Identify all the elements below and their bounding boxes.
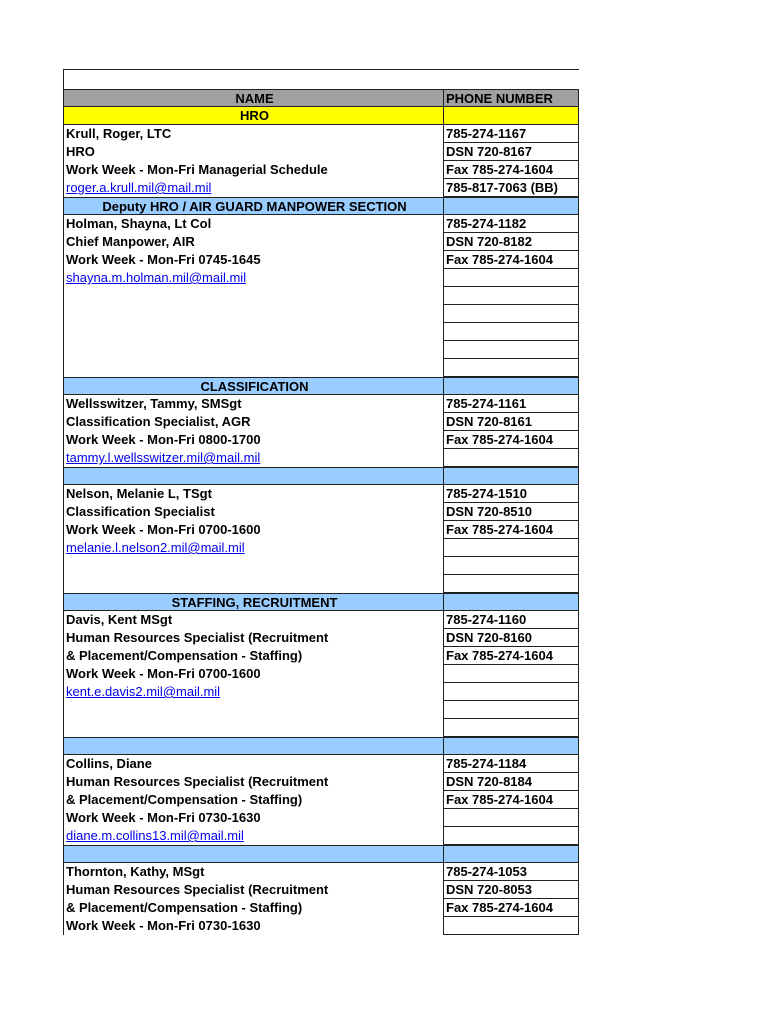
name-cell: Work Week - Mon-Fri 0730-1630 bbox=[63, 809, 444, 827]
section-header-row bbox=[63, 107, 579, 125]
contact-row bbox=[63, 899, 579, 917]
phone-cell bbox=[444, 539, 579, 557]
name-cell bbox=[63, 827, 444, 845]
phone-cell bbox=[444, 323, 579, 341]
phone-cell: Fax 785-274-1604 bbox=[444, 251, 579, 269]
name-cell bbox=[63, 359, 444, 377]
name-cell: Chief Manpower, AIR bbox=[63, 233, 444, 251]
phone-cell bbox=[444, 287, 579, 305]
section-title: Deputy HRO / AIR GUARD MANPOWER SECTION bbox=[63, 197, 444, 215]
contact-row bbox=[63, 521, 579, 539]
name-cell: Thornton, Kathy, MSgt bbox=[63, 863, 444, 881]
section-header-row bbox=[63, 845, 579, 863]
phone-cell: 785-274-1510 bbox=[444, 485, 579, 503]
name-cell bbox=[63, 449, 444, 467]
contact-sheet bbox=[63, 69, 579, 935]
name-cell bbox=[63, 701, 444, 719]
phone-cell bbox=[444, 809, 579, 827]
contact-row bbox=[63, 647, 579, 665]
phone-cell bbox=[444, 359, 579, 377]
email-link[interactable]: shayna.m.holman.mil@mail.mil bbox=[66, 270, 247, 285]
section-header-row bbox=[63, 737, 579, 755]
name-cell bbox=[63, 539, 444, 557]
phone-cell: DSN 720-8510 bbox=[444, 503, 579, 521]
phone-cell: 785-274-1160 bbox=[444, 611, 579, 629]
name-cell: Work Week - Mon-Fri 0745-1645 bbox=[63, 251, 444, 269]
contact-row bbox=[63, 143, 579, 161]
contact-row bbox=[63, 215, 579, 233]
phone-cell: DSN 720-8161 bbox=[444, 413, 579, 431]
phone-cell bbox=[444, 467, 579, 485]
name-cell: Krull, Roger, LTC bbox=[63, 125, 444, 143]
contact-row bbox=[63, 251, 579, 269]
phone-cell bbox=[444, 701, 579, 719]
contact-row bbox=[63, 179, 579, 197]
section-title: HRO bbox=[63, 107, 444, 125]
email-link[interactable]: tammy.l.wellsswitzer.mil@mail.mil bbox=[66, 450, 261, 465]
phone-cell bbox=[444, 377, 579, 395]
phone-cell bbox=[444, 557, 579, 575]
phone-cell bbox=[444, 269, 579, 287]
phone-cell: 785-274-1184 bbox=[444, 755, 579, 773]
phone-cell bbox=[444, 683, 579, 701]
sheet-top-border bbox=[63, 69, 579, 89]
phone-cell: 785-274-1182 bbox=[444, 215, 579, 233]
contact-row bbox=[63, 773, 579, 791]
contact-row bbox=[63, 809, 579, 827]
contact-row bbox=[63, 629, 579, 647]
email-link[interactable]: diane.m.collins13.mil@mail.mil bbox=[66, 828, 244, 843]
phone-cell bbox=[444, 845, 579, 863]
contact-row bbox=[63, 881, 579, 899]
name-cell: Classification Specialist bbox=[63, 503, 444, 521]
name-column-header: NAME bbox=[63, 89, 444, 107]
phone-column-header: PHONE NUMBER bbox=[444, 89, 579, 107]
section-header-row bbox=[63, 377, 579, 395]
contact-row bbox=[63, 791, 579, 809]
phone-cell: Fax 785-274-1604 bbox=[444, 791, 579, 809]
name-cell bbox=[63, 287, 444, 305]
phone-cell bbox=[444, 197, 579, 215]
name-cell: Work Week - Mon-Fri 0800-1700 bbox=[63, 431, 444, 449]
contact-row bbox=[63, 449, 579, 467]
name-cell: Classification Specialist, AGR bbox=[63, 413, 444, 431]
name-cell bbox=[63, 269, 444, 287]
contact-row bbox=[63, 575, 579, 593]
section-title: STAFFING, RECRUITMENT bbox=[63, 593, 444, 611]
name-cell bbox=[63, 341, 444, 359]
section-title: CLASSIFICATION bbox=[63, 377, 444, 395]
email-link[interactable]: kent.e.davis2.mil@mail.mil bbox=[66, 684, 221, 699]
name-cell bbox=[63, 719, 444, 737]
name-cell: Work Week - Mon-Fri Managerial Schedule bbox=[63, 161, 444, 179]
contact-row bbox=[63, 683, 579, 701]
phone-cell: 785-817-7063 (BB) bbox=[444, 179, 579, 197]
contact-row bbox=[63, 503, 579, 521]
contact-row bbox=[63, 917, 579, 935]
name-cell: Holman, Shayna, Lt Col bbox=[63, 215, 444, 233]
section-title bbox=[63, 467, 444, 485]
phone-cell: Fax 785-274-1604 bbox=[444, 161, 579, 179]
name-cell: Davis, Kent MSgt bbox=[63, 611, 444, 629]
phone-cell: 785-274-1167 bbox=[444, 125, 579, 143]
name-cell: Collins, Diane bbox=[63, 755, 444, 773]
name-cell: Work Week - Mon-Fri 0700-1600 bbox=[63, 521, 444, 539]
name-cell bbox=[63, 179, 444, 197]
name-cell: Human Resources Specialist (Recruitment bbox=[63, 629, 444, 647]
contact-row bbox=[63, 611, 579, 629]
contact-row bbox=[63, 557, 579, 575]
phone-cell bbox=[444, 917, 579, 935]
name-cell bbox=[63, 575, 444, 593]
name-cell: & Placement/Compensation - Staffing) bbox=[63, 899, 444, 917]
column-header-row bbox=[63, 89, 579, 107]
contact-row bbox=[63, 827, 579, 845]
email-link[interactable]: roger.a.krull.mil@mail.mil bbox=[66, 180, 212, 195]
contact-row bbox=[63, 701, 579, 719]
phone-cell: Fax 785-274-1604 bbox=[444, 647, 579, 665]
phone-cell bbox=[444, 107, 579, 125]
name-cell: & Placement/Compensation - Staffing) bbox=[63, 647, 444, 665]
name-cell: Wellsswitzer, Tammy, SMSgt bbox=[63, 395, 444, 413]
section-header-row bbox=[63, 197, 579, 215]
phone-cell: DSN 720-8160 bbox=[444, 629, 579, 647]
phone-cell bbox=[444, 665, 579, 683]
phone-cell: DSN 720-8053 bbox=[444, 881, 579, 899]
contact-row bbox=[63, 125, 579, 143]
contact-row bbox=[63, 323, 579, 341]
name-cell: & Placement/Compensation - Staffing) bbox=[63, 791, 444, 809]
contact-row bbox=[63, 485, 579, 503]
phone-cell: 785-274-1053 bbox=[444, 863, 579, 881]
contact-rows bbox=[63, 107, 579, 935]
name-cell: Work Week - Mon-Fri 0700-1600 bbox=[63, 665, 444, 683]
section-header-row bbox=[63, 593, 579, 611]
name-cell bbox=[63, 683, 444, 701]
contact-row bbox=[63, 233, 579, 251]
contact-row bbox=[63, 665, 579, 683]
phone-cell bbox=[444, 341, 579, 359]
phone-cell bbox=[444, 737, 579, 755]
name-cell: Nelson, Melanie L, TSgt bbox=[63, 485, 444, 503]
phone-cell: DSN 720-8184 bbox=[444, 773, 579, 791]
contact-row bbox=[63, 305, 579, 323]
contact-row bbox=[63, 269, 579, 287]
phone-cell bbox=[444, 305, 579, 323]
email-link[interactable]: melanie.l.nelson2.mil@mail.mil bbox=[66, 540, 245, 555]
phone-cell bbox=[444, 827, 579, 845]
name-cell bbox=[63, 305, 444, 323]
contact-row bbox=[63, 287, 579, 305]
section-title bbox=[63, 737, 444, 755]
section-title bbox=[63, 845, 444, 863]
contact-row bbox=[63, 719, 579, 737]
name-cell bbox=[63, 323, 444, 341]
phone-cell bbox=[444, 719, 579, 737]
contact-row bbox=[63, 863, 579, 881]
phone-cell: Fax 785-274-1604 bbox=[444, 899, 579, 917]
contact-row bbox=[63, 431, 579, 449]
name-cell: Work Week - Mon-Fri 0730-1630 bbox=[63, 917, 444, 935]
phone-cell bbox=[444, 575, 579, 593]
name-cell: Human Resources Specialist (Recruitment bbox=[63, 881, 444, 899]
contact-row bbox=[63, 755, 579, 773]
phone-cell bbox=[444, 449, 579, 467]
phone-cell: Fax 785-274-1604 bbox=[444, 431, 579, 449]
contact-row bbox=[63, 161, 579, 179]
contact-row bbox=[63, 341, 579, 359]
contact-row bbox=[63, 395, 579, 413]
phone-cell: 785-274-1161 bbox=[444, 395, 579, 413]
phone-cell: DSN 720-8182 bbox=[444, 233, 579, 251]
phone-cell: DSN 720-8167 bbox=[444, 143, 579, 161]
phone-cell bbox=[444, 593, 579, 611]
name-cell bbox=[63, 557, 444, 575]
phone-cell: Fax 785-274-1604 bbox=[444, 521, 579, 539]
name-cell: Human Resources Specialist (Recruitment bbox=[63, 773, 444, 791]
section-header-row bbox=[63, 467, 579, 485]
contact-row bbox=[63, 359, 579, 377]
name-cell: HRO bbox=[63, 143, 444, 161]
contact-row bbox=[63, 413, 579, 431]
contact-row bbox=[63, 539, 579, 557]
